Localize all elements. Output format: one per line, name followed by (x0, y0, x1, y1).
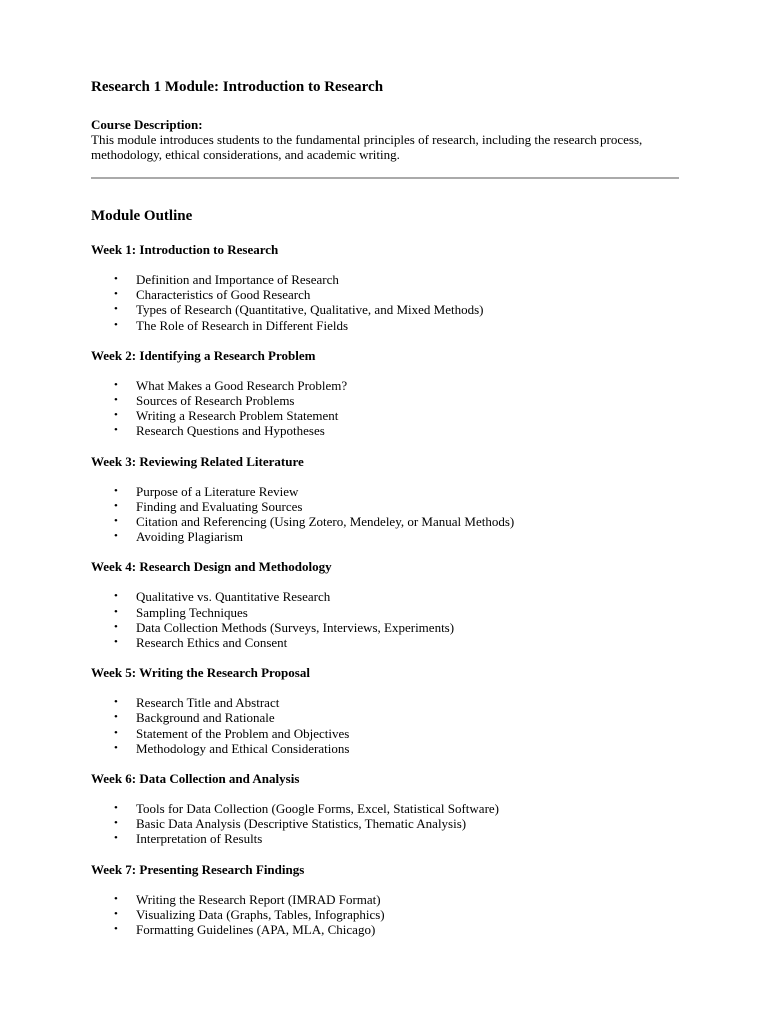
list-item (91, 816, 683, 831)
course-description-text: This module introduces students to the fundamental principles of research, including the research process, methodology, ethical considerations, and academic writing. (91, 132, 643, 162)
weeks-container (91, 242, 683, 937)
list-item (91, 302, 683, 317)
bullet-icon: • (114, 378, 118, 391)
week-topic-list (91, 378, 683, 439)
list-item-text: Types of Research (Quantitative, Qualitative, and Mixed Methods) (136, 302, 484, 318)
list-item-text: Citation and Referencing (Using Zotero, Mendeley, or Manual Methods) (136, 514, 515, 530)
bullet-icon: • (114, 530, 118, 543)
bullet-icon: • (114, 892, 118, 905)
bullet-icon: • (114, 515, 118, 528)
list-item-text: Avoiding Plagiarism (136, 529, 244, 545)
bullet-icon: • (114, 590, 118, 603)
list-item (91, 635, 683, 650)
list-item-text: What Makes a Good Research Problem? (136, 377, 348, 393)
list-item-text: Research Ethics and Consent (136, 635, 288, 651)
list-item (91, 287, 683, 302)
week-heading: Week 1: Introduction to Research (91, 242, 279, 257)
list-item-text: Statement of the Problem and Objectives (136, 725, 350, 741)
list-item (91, 499, 683, 514)
week-section (91, 559, 683, 650)
module-outline-heading: Module Outline (91, 208, 193, 224)
list-item (91, 408, 683, 423)
bullet-icon: • (114, 605, 118, 618)
bullet-icon: • (114, 484, 118, 497)
week-section (91, 862, 683, 938)
list-item (91, 831, 683, 846)
list-item-text: Purpose of a Literature Review (136, 483, 299, 499)
week-topic-list (91, 892, 683, 938)
list-item (91, 605, 683, 620)
bullet-icon: • (114, 636, 118, 649)
bullet-icon: • (114, 711, 118, 724)
list-item (91, 423, 683, 438)
week-heading: Week 3: Reviewing Related Literature (91, 453, 304, 469)
week-section (91, 454, 683, 545)
week-section (91, 242, 683, 333)
document-page (91, 77, 683, 937)
bullet-icon: • (114, 741, 118, 754)
bullet-icon: • (114, 817, 118, 830)
bullet-icon: • (114, 424, 118, 437)
bullet-icon: • (114, 409, 118, 422)
week-section (91, 348, 683, 439)
list-item-text: Formatting Guidelines (APA, MLA, Chicago) (136, 922, 376, 938)
list-item-text: Research Questions and Hypotheses (136, 423, 325, 439)
list-item-text: Finding and Evaluating Sources (136, 498, 303, 514)
week-topic-list (91, 484, 683, 545)
bullet-icon: • (114, 303, 118, 316)
list-item-text: Tools for Data Collection (Google Forms, Excel, Statistical Software) (136, 801, 500, 817)
week-heading: Week 5: Writing the Research Proposal (91, 665, 310, 681)
bullet-icon: • (114, 318, 118, 331)
bullet-icon: • (114, 726, 118, 739)
list-item-text: Writing the Research Report (IMRAD Format) (136, 891, 381, 907)
list-item-text: Characteristics of Good Research (136, 287, 311, 303)
list-item-text: The Role of Research in Different Fields (136, 317, 349, 333)
bullet-icon: • (114, 923, 118, 936)
bullet-icon: • (114, 273, 118, 285)
week-heading: Week 4: Research Design and Methodology (91, 559, 332, 575)
list-item-text: Data Collection Methods (Surveys, Interviews, Experiments) (136, 619, 455, 635)
list-item (91, 892, 683, 907)
list-item (91, 589, 683, 604)
list-item-text: Sampling Techniques (136, 604, 248, 620)
list-item (91, 378, 683, 393)
week-section (91, 771, 683, 847)
week-heading: Week 6: Data Collection and Analysis (91, 771, 300, 787)
bullet-icon: • (114, 802, 118, 815)
list-item (91, 922, 683, 937)
list-item (91, 272, 683, 287)
list-item (91, 907, 683, 922)
bullet-icon: • (114, 499, 118, 512)
section-divider (91, 177, 679, 179)
week-topic-list (91, 272, 683, 333)
list-item (91, 318, 683, 333)
list-item (91, 393, 683, 408)
document-title: Research 1 Module: Introduction to Research (91, 79, 384, 95)
week-topic-list (91, 695, 683, 756)
bullet-icon: • (114, 907, 118, 920)
week-heading: Week 7: Presenting Research Findings (91, 861, 305, 877)
list-item (91, 726, 683, 741)
course-description-heading: Course Description: (91, 117, 203, 132)
list-item (91, 695, 683, 710)
bullet-icon: • (114, 394, 118, 407)
list-item (91, 741, 683, 756)
list-item (91, 514, 683, 529)
list-item-text: Background and Rationale (136, 710, 275, 726)
bullet-icon: • (114, 696, 118, 709)
week-section (91, 665, 683, 756)
bullet-icon: • (114, 288, 118, 301)
list-item-text: Basic Data Analysis (Descriptive Statistics, Thematic Analysis) (136, 816, 467, 832)
list-item-text: Sources of Research Problems (136, 393, 295, 409)
week-topic-list (91, 801, 683, 847)
week-topic-list (91, 589, 683, 650)
list-item (91, 484, 683, 499)
list-item-text: Qualitative vs. Quantitative Research (136, 589, 331, 605)
bullet-icon: • (114, 620, 118, 633)
list-item-text: Interpretation of Results (136, 831, 263, 847)
list-item-text: Methodology and Ethical Considerations (136, 740, 350, 756)
list-item-text: Definition and Importance of Research (136, 272, 339, 287)
list-item (91, 620, 683, 635)
bullet-icon: • (114, 832, 118, 845)
week-heading: Week 2: Identifying a Research Problem (91, 347, 316, 363)
list-item (91, 710, 683, 725)
list-item-text: Visualizing Data (Graphs, Tables, Infographics) (136, 906, 385, 922)
list-item (91, 529, 683, 544)
list-item (91, 801, 683, 816)
list-item-text: Research Title and Abstract (136, 695, 280, 711)
list-item-text: Writing a Research Problem Statement (136, 408, 339, 424)
